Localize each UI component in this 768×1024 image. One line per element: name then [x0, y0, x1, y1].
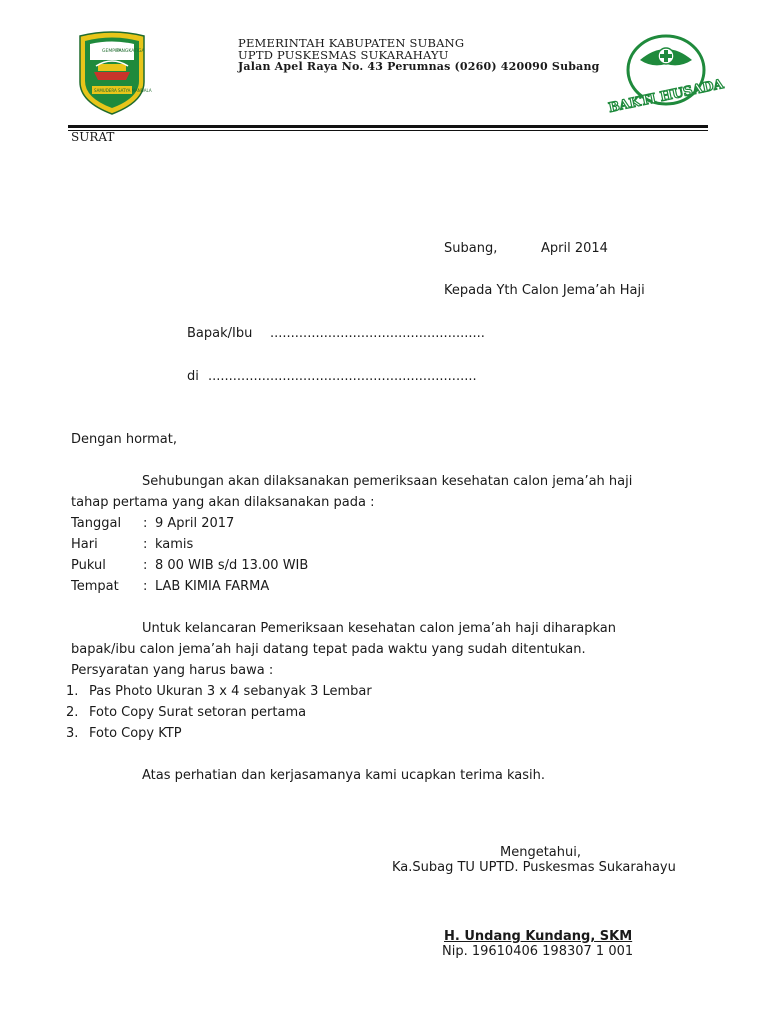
detail-label-day: Hari [71, 537, 98, 552]
letter-label: SURAT [71, 130, 115, 144]
signature-ack: Mengetahui, [500, 845, 581, 860]
detail-label-time: Pukul [71, 558, 106, 573]
requirement-number: 3. [66, 726, 79, 741]
requirement-number: 1. [66, 684, 79, 699]
recipient-name-label: Bapak/Ibu [187, 326, 253, 341]
date-value: April 2014 [541, 241, 608, 256]
date-city: Subang, [444, 241, 498, 256]
detail-colon: : [143, 558, 148, 573]
detail-value-date: 9 April 2017 [155, 516, 235, 531]
detail-value-day: kamis [155, 537, 194, 552]
bakti-husada-text: BAKTI HUSADA [607, 76, 725, 116]
detail-value-place: LAB KIMIA FARMA [155, 579, 270, 594]
paragraph2-line1: Untuk kelancaran Pemeriksaan kesehatan calon jema’ah haji diharapkan [142, 621, 616, 636]
signature-position: Ka.Subag TU UPTD. Puskesmas Sukarahayu [392, 860, 676, 875]
paragraph1-line1: Sehubungan akan dilaksanakan pemeriksaan kesehatan calon jema’ah haji [142, 474, 633, 489]
kabupaten-subang-logo [76, 30, 152, 116]
header-puskesmas: UPTD PUSKESMAS SUKARAHAYU [238, 48, 449, 62]
logo-top-text: GEMPITA [102, 49, 122, 54]
paragraph2-line2: bapak/ibu calon jema’ah haji datang tepat pada waktu yang sudah ditentukan. [71, 642, 586, 657]
requirement-text: Foto Copy Surat setoran pertama [89, 705, 307, 720]
header-rule-thick [68, 125, 708, 128]
requirement-number: 2. [66, 705, 79, 720]
recipient-place-label: di [187, 369, 199, 384]
greeting: Dengan hormat, [71, 432, 178, 447]
detail-colon: : [143, 537, 148, 552]
detail-colon: : [143, 579, 148, 594]
closing-sentence: Atas perhatian dan kerjasamanya kami ucapkan terima kasih. [142, 768, 545, 783]
header-government: PEMERINTAH KABUPATEN SUBANG [238, 36, 465, 50]
detail-label-place: Tempat [71, 579, 119, 594]
paragraph2-line3: Persyaratan yang harus bawa : [71, 663, 274, 678]
recipient-place-dots: ................................................................. [208, 369, 477, 384]
detail-label-date: Tanggal [71, 516, 122, 531]
recipient-to: Kepada Yth Calon Jema’ah Haji [444, 283, 645, 298]
detail-value-time: 8 00 WIB s/d 13.00 WIB [155, 558, 309, 573]
requirement-text: Pas Photo Ukuran 3 x 4 sebanyak 3 Lembar [89, 684, 372, 699]
detail-colon: : [143, 516, 148, 531]
requirement-text: Foto Copy KTP [89, 726, 182, 741]
logo-top-text-2: PANGKATIGA [116, 49, 145, 54]
header-address: Jalan Apel Raya No. 43 Perumnas (0260) 420090 Subang [238, 60, 600, 73]
recipient-name-dots: .................................................... [270, 326, 485, 341]
logo-bottom-text: SAMUDERA SATYA MANDALA [94, 88, 152, 93]
header-rule-thin [68, 130, 708, 131]
signature-nip: Nip. 19610406 198307 1 001 [442, 944, 634, 959]
paragraph1-line2: tahap pertama yang akan dilaksanakan pada : [71, 495, 375, 510]
bakti-husada-logo [607, 34, 725, 116]
signature-name: H. Undang Kundang, SKM [444, 929, 633, 944]
